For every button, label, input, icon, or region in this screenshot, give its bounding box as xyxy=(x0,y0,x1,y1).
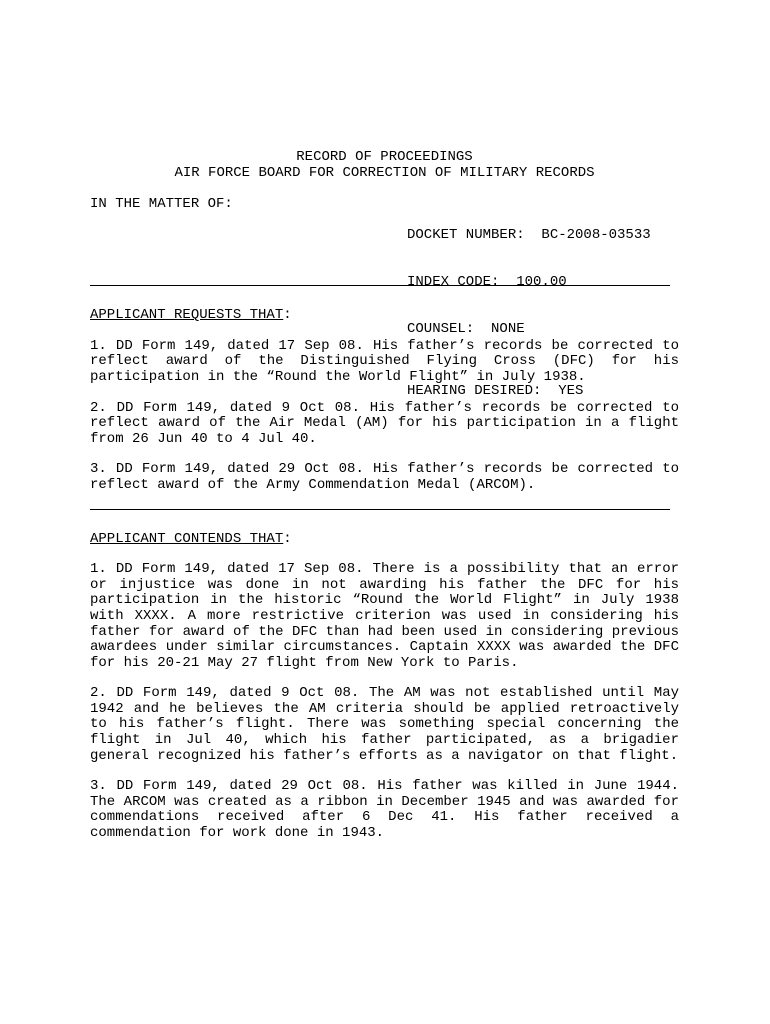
document-header xyxy=(90,150,679,181)
index-code: INDEX CODE: 100.00 xyxy=(407,274,567,291)
contention-item: 3. DD Form 149, dated 29 Oct 08. His father was killed in June 1944. The ARCOM was created as a ribbon in December 1945 and was awarded for commendations received after 6 Dec 41. His father received a commendation for work done in 1943. xyxy=(90,778,679,842)
requests-heading-text: APPLICANT REQUESTS THAT xyxy=(90,307,284,324)
request-item: 2. DD Form 149, dated 9 Oct 08. His father’s records be corrected to reflect award of the Air Medal (AM) for his participation in a flight from 26 Jun 40 to 4 Jul 40. xyxy=(90,399,679,447)
request-item: 1. DD Form 149, dated 17 Sep 08. His father’s records be corrected to reflect award of the Distinguished Flying Cross (DFC) for his participation in the “Round the World Flight” in July 1938. xyxy=(90,337,679,385)
matter-label: IN THE MATTER OF: xyxy=(90,196,233,213)
contends-heading-text: APPLICANT CONTENDS THAT xyxy=(90,530,284,547)
contention-item: 2. DD Form 149, dated 9 Oct 08. The AM was not established until May 1942 and he believes the AM criteria should be applied retroactively to his father’s flight. There was something special concerning the flight in Jul 40, which his father participated, as a brigadier general recognized his father’s efforts as a navigator on that flight. xyxy=(90,685,679,764)
board-name: AIR FORCE BOARD FOR CORRECTION OF MILITARY RECORDS xyxy=(174,164,595,181)
case-details xyxy=(407,197,651,431)
docket-number: DOCKET NUMBER: BC-2008-03533 xyxy=(407,227,651,244)
request-item: 3. DD Form 149, dated 29 Oct 08. His father’s records be corrected to reflect award of the Army Commendation Medal (ARCOM). xyxy=(90,461,679,493)
contention-item: 1. DD Form 149, dated 17 Sep 08. There is a possibility that an error or injustice was done in not awarding his father the DFC for his participation in the historic “Round the World Flight” in July 1938 with XXXX. A more restrictive criterion was used in considering his father for award of the DFC than had been used in considering previous awardees under similar circumstances. Captain XXXX was awarded the DFC for his 20-21 May 27 flight from New York to Paris. xyxy=(90,561,679,671)
document-page xyxy=(90,150,679,857)
hearing-desired: HEARING DESIRED: YES xyxy=(407,383,584,400)
document-title: RECORD OF PROCEEDINGS xyxy=(296,149,473,165)
section-divider xyxy=(90,509,670,510)
contends-heading-colon: : xyxy=(283,530,292,547)
counsel: COUNSEL: NONE xyxy=(407,320,525,337)
requests-heading-colon: : xyxy=(283,307,292,324)
contends-heading xyxy=(90,532,679,548)
